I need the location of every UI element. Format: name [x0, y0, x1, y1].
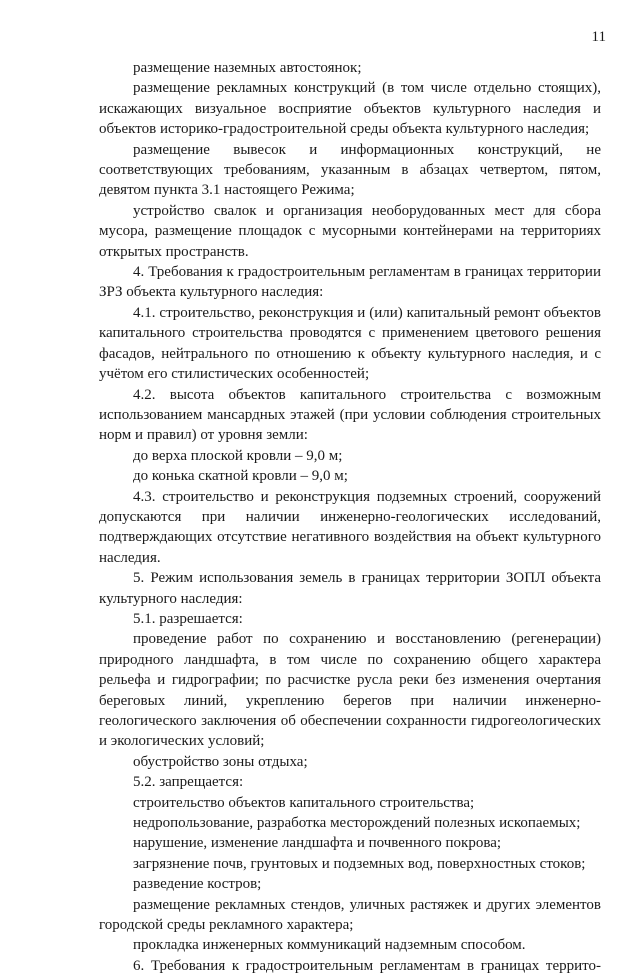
paragraph: прокладка инженерных коммуникаций надземным способом. — [133, 937, 526, 954]
paragraph: нарушение, изменение ландшафта и почвенного покрова; — [133, 835, 502, 852]
paragraph: размещение вывесок и информационных конструкций, не соответствующих требованиям, указанным в абзацах четвертом, пятом, девятом пункта 3.1 настоящего Режима; — [99, 141, 601, 199]
section-heading: 5. Режим использования земель в границах территории ЗОПЛ объекта культурного наследия: — [99, 570, 601, 607]
paragraph: обустройство зоны отдыха; — [133, 753, 308, 770]
subsection-heading: 5.2. запрещается: — [133, 774, 244, 791]
section-heading: 6. Требования к градостроительным регламентам в границах террито- — [133, 957, 601, 974]
paragraph: недропользование, разработка месторождений полезных ископаемых; — [133, 815, 581, 832]
paragraph: размещение наземных автостоянок; — [133, 60, 362, 76]
section-heading: 4. Требования к градостроительным регламентам в границах территории ЗРЗ объекта культурного наследия: — [99, 264, 601, 301]
paragraph: до конька скатной кровли – 9,0 м; — [133, 468, 348, 485]
document-body — [99, 58, 601, 976]
paragraph: проведение работ по сохранению и восстановлению (регенерации) природного ландшафта, в том числе по сохранению общего характера рельефа и гидрографии; по расчистке русла реки без изменения очертания береговых линий, укреплению берегов при наличии инженерно-геологического заключения об обеспечении сохранности гидрогеологических и экологических условий; — [99, 631, 601, 750]
subsection-heading: 5.1. разрешается: — [133, 610, 243, 627]
paragraph: разведение костров; — [133, 876, 262, 893]
paragraph: строительство объектов капитального строительства; — [133, 794, 475, 811]
paragraph: размещение рекламных стендов, уличных растяжек и других элементов городской среды рекламного характера; — [99, 896, 601, 934]
paragraph: размещение рекламных конструкций (в том числе отдельно стоящих), искажающих визуальное восприятие объектов культурного наследия и объектов историко-градостроительной среды объекта культурного наследия; — [99, 80, 601, 138]
page-number: 11 — [591, 29, 606, 45]
paragraph: загрязнение почв, грунтовых и подземных вод, поверхностных стоков; — [133, 855, 586, 872]
paragraph: 4.2. высота объектов капитального строительства с возможным использованием мансардных этажей (при условии соблюдения строительных норм и правил) от уровня земли: — [99, 386, 601, 444]
paragraph: 4.3. строительство и реконструкция подземных строений, сооружений допускаются при наличии инженерно-геологических исследований, подтверждающих отсутствие негативного воздействия на объект культурного наследия. — [99, 488, 601, 566]
paragraph: 4.1. строительство, реконструкция и (или) капитальный ремонт объектов капитального строительства проводятся с применением цветового решения фасадов, нейтрального по отношению к объекту культурного наследия, и с учётом его стилистических особенностей; — [99, 304, 601, 383]
paragraph: до верха плоской кровли – 9,0 м; — [133, 447, 343, 464]
paragraph: устройство свалок и организация необорудованных мест для сбора мусора, размещение площадок с мусорными контейнерами на территориях открытых пространств. — [99, 202, 601, 260]
